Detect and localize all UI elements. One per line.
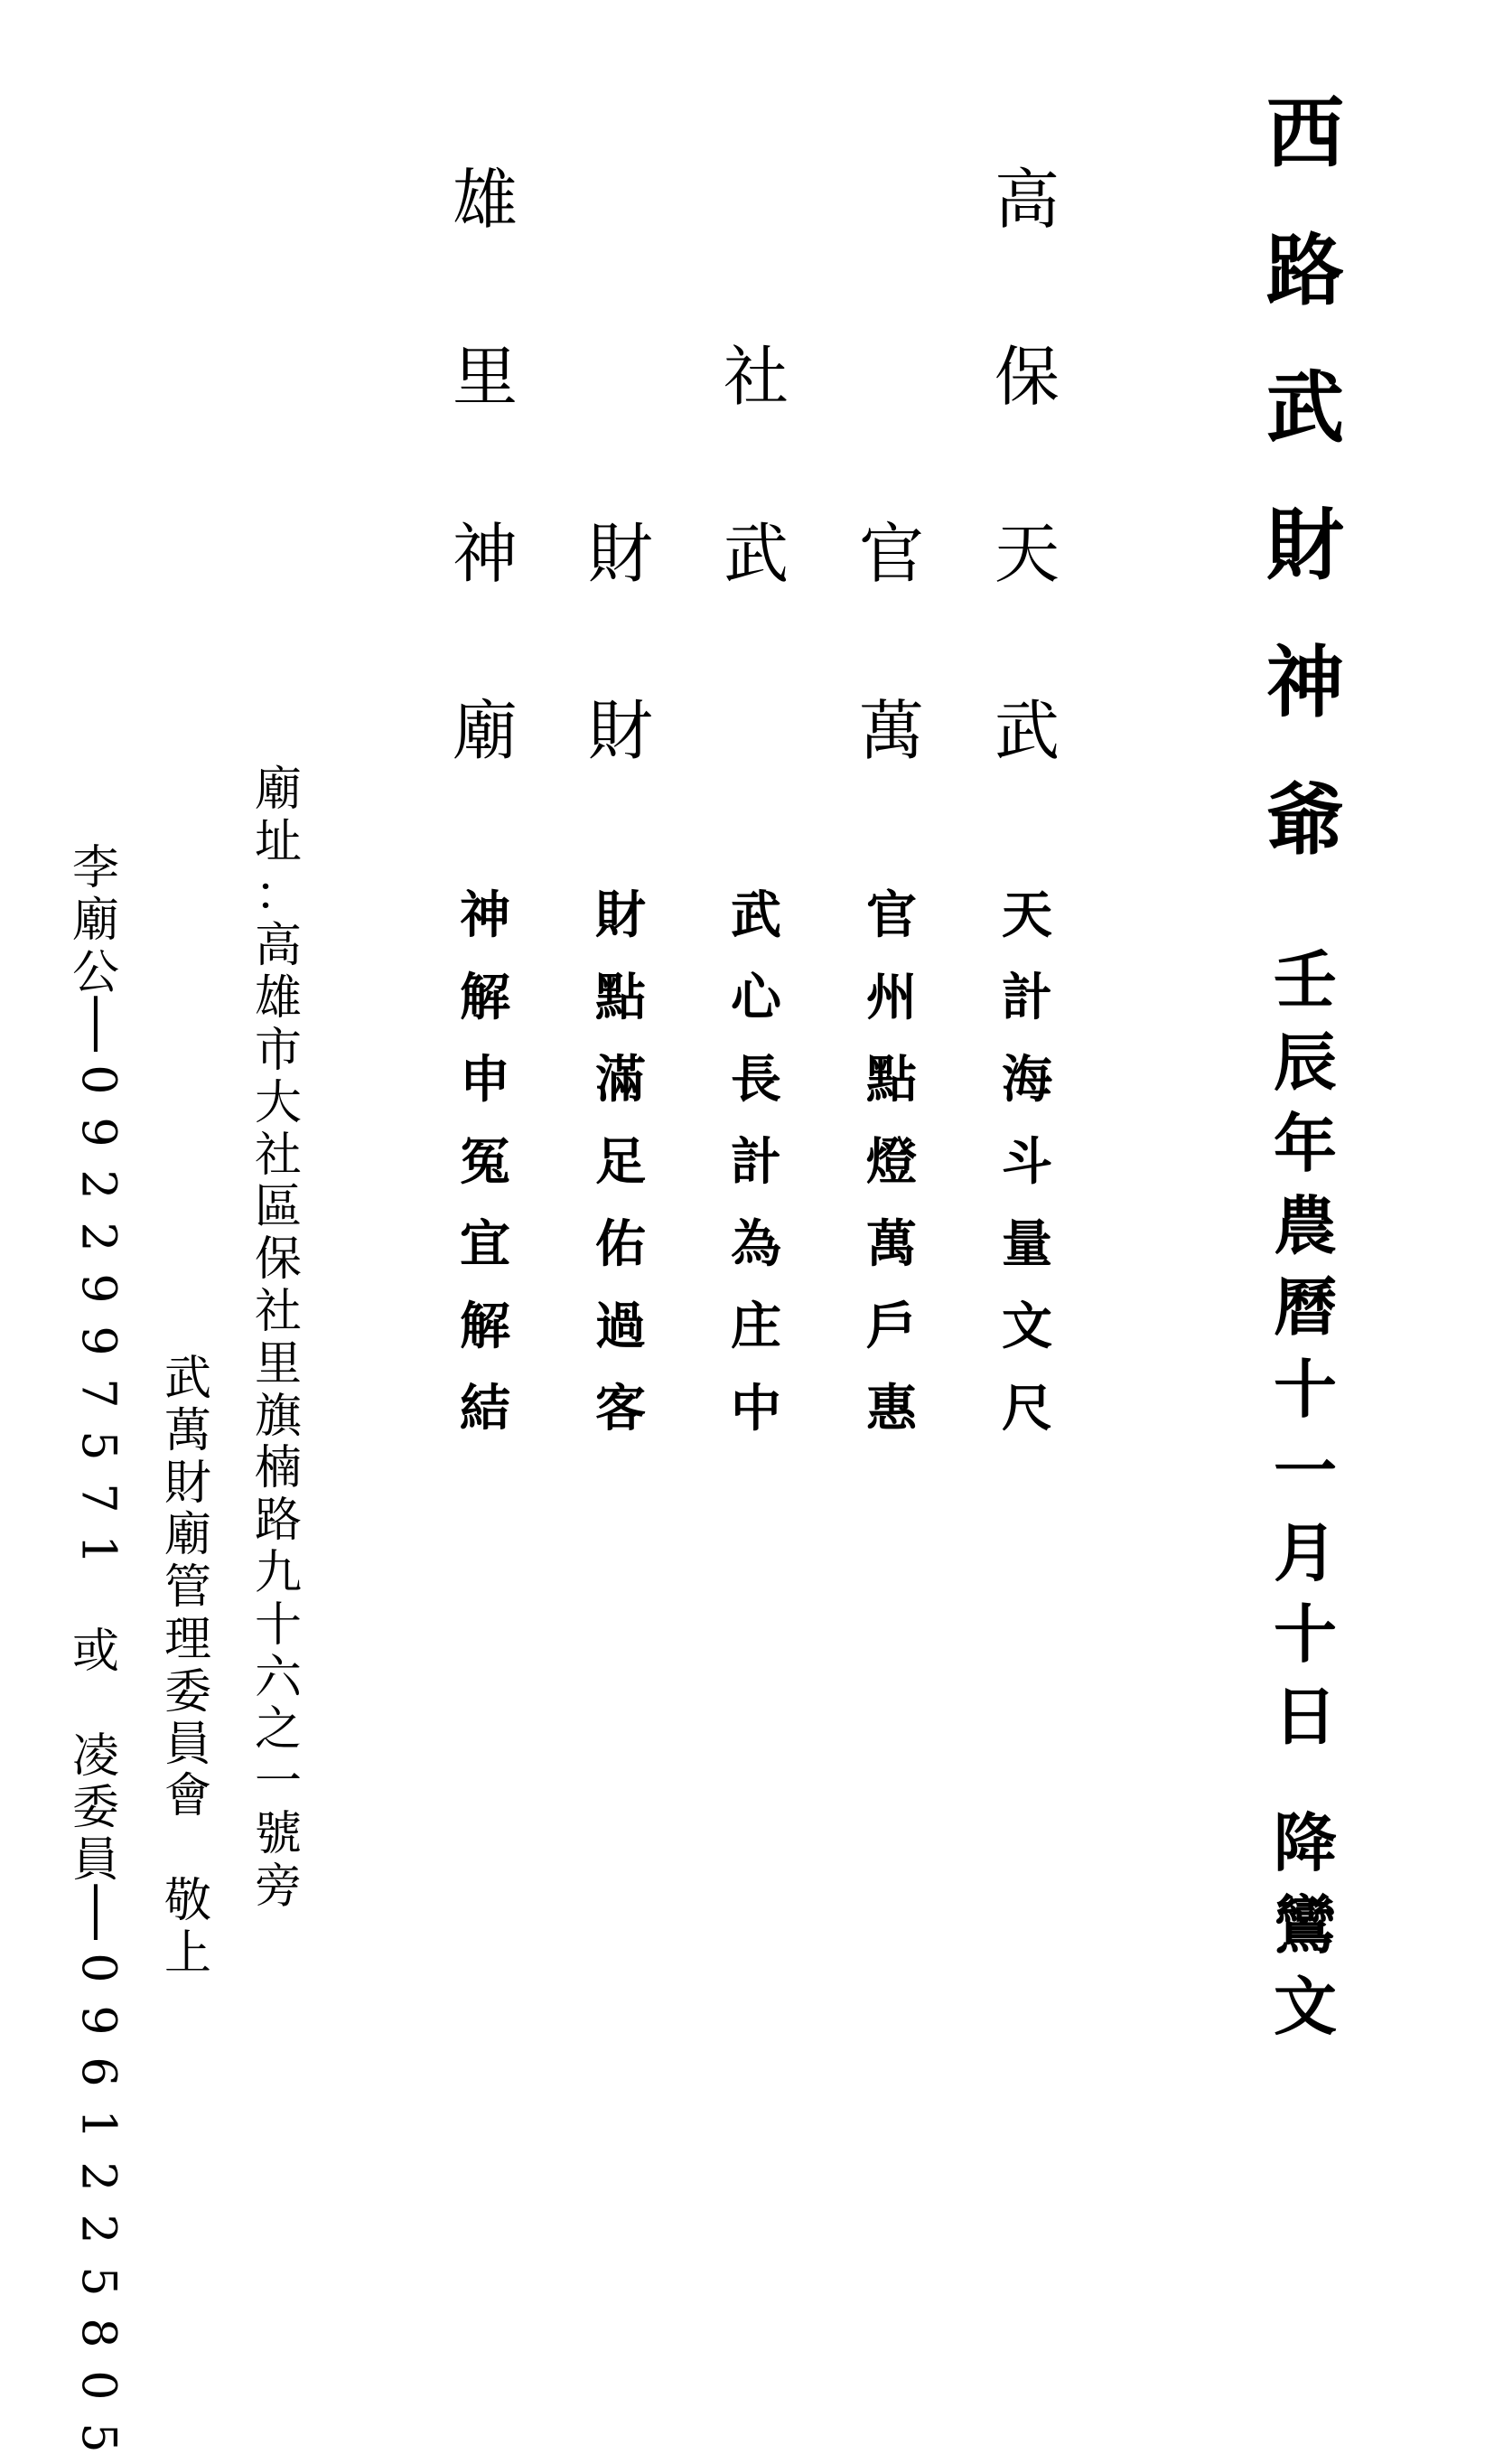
date-suffix-char: 鸞: [1274, 1887, 1337, 1963]
poem-line-char: 海: [1002, 1050, 1052, 1110]
committee-char: 委: [163, 1664, 211, 1719]
poem-line-char: 客: [595, 1379, 646, 1438]
address-char: 里: [254, 1336, 302, 1391]
temple-address: [242, 763, 314, 1916]
poem-line-char: 解: [460, 968, 510, 1027]
contact-phone-digit: 5: [70, 1430, 126, 1461]
poem-char: 廟: [452, 693, 518, 769]
title-char: 財: [1266, 500, 1344, 591]
address-char: 區: [254, 1180, 302, 1235]
poem-line-char: 官: [866, 885, 917, 945]
poem-line-char: 州: [866, 968, 917, 1027]
poem-line-char: 點: [595, 968, 646, 1027]
committee-char: 萬: [163, 1403, 211, 1458]
date-char: 十: [1274, 1351, 1337, 1427]
contact-phone-digit: 9: [70, 2004, 126, 2035]
poem-char: 高: [994, 162, 1060, 238]
address-char: 高: [254, 919, 302, 974]
date-char: 辰: [1274, 1024, 1337, 1100]
contact-phone-digit: 2: [70, 2214, 126, 2244]
contact-phone-digit: 2: [70, 2161, 126, 2192]
address-char: 保: [254, 1232, 302, 1288]
address-char: 之: [254, 1702, 302, 1757]
poem-top-column: [580, 167, 661, 876]
poem-char: 萬: [858, 693, 924, 769]
date-char: 年: [1274, 1106, 1337, 1181]
contact-phone-digit: 5: [70, 2265, 126, 2296]
date-char: 日: [1274, 1678, 1337, 1754]
contact-phone-digit: 7: [70, 1482, 126, 1513]
title-char: 爺: [1266, 774, 1344, 866]
committee-char: 員: [163, 1717, 211, 1772]
contact-phone-digit: 9: [70, 1117, 126, 1148]
title-char: 西: [1266, 88, 1344, 179]
page-title: [1260, 88, 1350, 919]
committee-suffix-char: 上: [163, 1925, 211, 1981]
date-char: 壬: [1274, 942, 1337, 1017]
committee-char: 理: [163, 1612, 211, 1667]
poem-line-char: 解: [460, 1297, 510, 1356]
poem-line-char: 天: [1002, 885, 1052, 945]
contact-phone-digit: 1: [70, 2109, 126, 2140]
contact-name-char: 廟: [71, 893, 119, 948]
contact-phone-digit: 5: [70, 2422, 126, 2453]
date-char: 月: [1274, 1514, 1337, 1590]
date-line: [1260, 942, 1350, 2057]
address-char: 社: [254, 1128, 302, 1183]
contact-phone-digit: 0: [70, 2370, 126, 2401]
poem-line-char: 量: [1002, 1214, 1052, 1274]
poem-line-char: 為: [731, 1214, 781, 1274]
poem-char: 武: [994, 693, 1060, 769]
poem-line-char: 萬: [866, 1214, 917, 1274]
poem-line-char: 冤: [460, 1132, 510, 1192]
address-char: 十: [254, 1597, 302, 1653]
date-char: 一: [1274, 1433, 1337, 1508]
contact-phone-digit: 2: [70, 1221, 126, 1252]
address-char: 號: [254, 1806, 302, 1861]
poem-char: 神: [452, 516, 518, 592]
poem-line-char: 燈: [866, 1132, 917, 1192]
title-char: 神: [1266, 637, 1344, 728]
poem-line-char: 過: [595, 1297, 646, 1356]
date-suffix-char: 降: [1274, 1805, 1337, 1880]
contact-phone-digit: 6: [70, 2056, 126, 2087]
poem-char: 社: [723, 339, 789, 415]
committee-char: 管: [163, 1560, 211, 1616]
poem-line-char: 結: [460, 1379, 510, 1438]
date-char: 曆: [1274, 1269, 1337, 1344]
contact-name-char: 員: [71, 1833, 119, 1888]
committee-char: 財: [163, 1456, 211, 1511]
committee-signature: [152, 1352, 224, 1982]
contact-name-char: 凌: [71, 1729, 119, 1784]
date-char: 農: [1274, 1187, 1337, 1263]
poem-top-column: [444, 162, 526, 876]
poem-line-char: 斗: [1002, 1132, 1052, 1192]
address-char: 旁: [254, 1859, 302, 1914]
contact-or-char: 或: [71, 1624, 119, 1679]
poem-char: 武: [723, 516, 789, 592]
contact-info: [60, 841, 132, 2464]
contact-phone-digit: 9: [70, 1326, 126, 1356]
poem-top-column: [851, 167, 932, 876]
address-char: 社: [254, 1284, 302, 1339]
committee-char: 會: [163, 1769, 211, 1824]
address-char: 九: [254, 1545, 302, 1600]
date-suffix-char: 文: [1274, 1969, 1337, 2044]
contact-phone-digit: 2: [70, 1169, 126, 1200]
address-char: 廟: [254, 763, 302, 817]
address-char: 旗: [254, 1389, 302, 1444]
contact-phone-digit: 0: [70, 1953, 126, 1983]
poem-top-column: [715, 167, 797, 876]
poem-bottom-column: [444, 885, 526, 1466]
address-char: 路: [254, 1494, 302, 1549]
poem-char: 官: [858, 516, 924, 592]
poem-line-char: 惠: [866, 1379, 917, 1438]
address-char: 楠: [254, 1441, 302, 1496]
poem-line-char: 尺: [1002, 1379, 1052, 1438]
address-char: 址: [254, 814, 302, 869]
address-char: ：: [254, 867, 302, 922]
poem-char: 財: [587, 516, 653, 592]
poem-line-char: 戶: [866, 1297, 917, 1356]
title-char: 武: [1266, 362, 1344, 454]
poem-line-char: 長: [731, 1050, 781, 1110]
contact-name-char: 委: [71, 1781, 119, 1836]
poem-line-char: 申: [460, 1050, 510, 1110]
poem-line-char: 文: [1002, 1297, 1052, 1356]
poem-char: 天: [994, 516, 1060, 592]
dash-separator: │: [81, 998, 110, 1053]
poem-top-column: [986, 162, 1068, 876]
poem-char: 保: [994, 339, 1060, 415]
poem-bottom-column: [851, 885, 932, 1466]
address-char: 大: [254, 1075, 302, 1130]
dash-separator: │: [81, 1885, 110, 1940]
poem-line-char: 神: [460, 885, 510, 945]
poem-char: 里: [452, 339, 518, 415]
contact-phone-digit: 0: [70, 1064, 126, 1095]
committee-char: 武: [163, 1352, 211, 1406]
poem-line-char: 計: [1002, 968, 1052, 1027]
committee-char: 廟: [163, 1508, 211, 1563]
poem-line-char: 心: [731, 968, 781, 1027]
poem-bottom-column: [715, 885, 797, 1466]
poem-line-char: 足: [595, 1132, 646, 1192]
poem-line-char: 武: [731, 885, 781, 945]
poem-line-char: 滿: [595, 1050, 646, 1110]
contact-phone-digit: 1: [70, 1534, 126, 1565]
poem-char: 雄: [452, 162, 518, 238]
poem-line-char: 宜: [460, 1214, 510, 1274]
poem-char: 財: [587, 693, 653, 769]
address-char: 市: [254, 1023, 302, 1078]
contact-phone-digit: 9: [70, 1273, 126, 1304]
contact-name-char: 公: [71, 945, 119, 1000]
poem-line-char: 點: [866, 1050, 917, 1110]
poem-line-char: 庄: [731, 1297, 781, 1356]
committee-suffix-char: 敬: [163, 1873, 211, 1928]
poem-line-char: 財: [595, 885, 646, 945]
address-char: 一: [254, 1755, 302, 1810]
title-char: 路: [1266, 225, 1344, 316]
poem-line-char: 中: [731, 1379, 781, 1438]
address-char: 雄: [254, 971, 302, 1026]
contact-phone-digit: 7: [70, 1378, 126, 1409]
poem-line-char: 計: [731, 1132, 781, 1192]
address-char: 六: [254, 1650, 302, 1705]
contact-phone-digit: 8: [70, 2318, 126, 2348]
poem-bottom-column: [986, 885, 1068, 1466]
contact-name-char: 李: [71, 841, 119, 895]
poem-line-char: 佑: [595, 1214, 646, 1274]
date-char: 十: [1274, 1597, 1337, 1672]
poem-bottom-column: [580, 885, 661, 1466]
